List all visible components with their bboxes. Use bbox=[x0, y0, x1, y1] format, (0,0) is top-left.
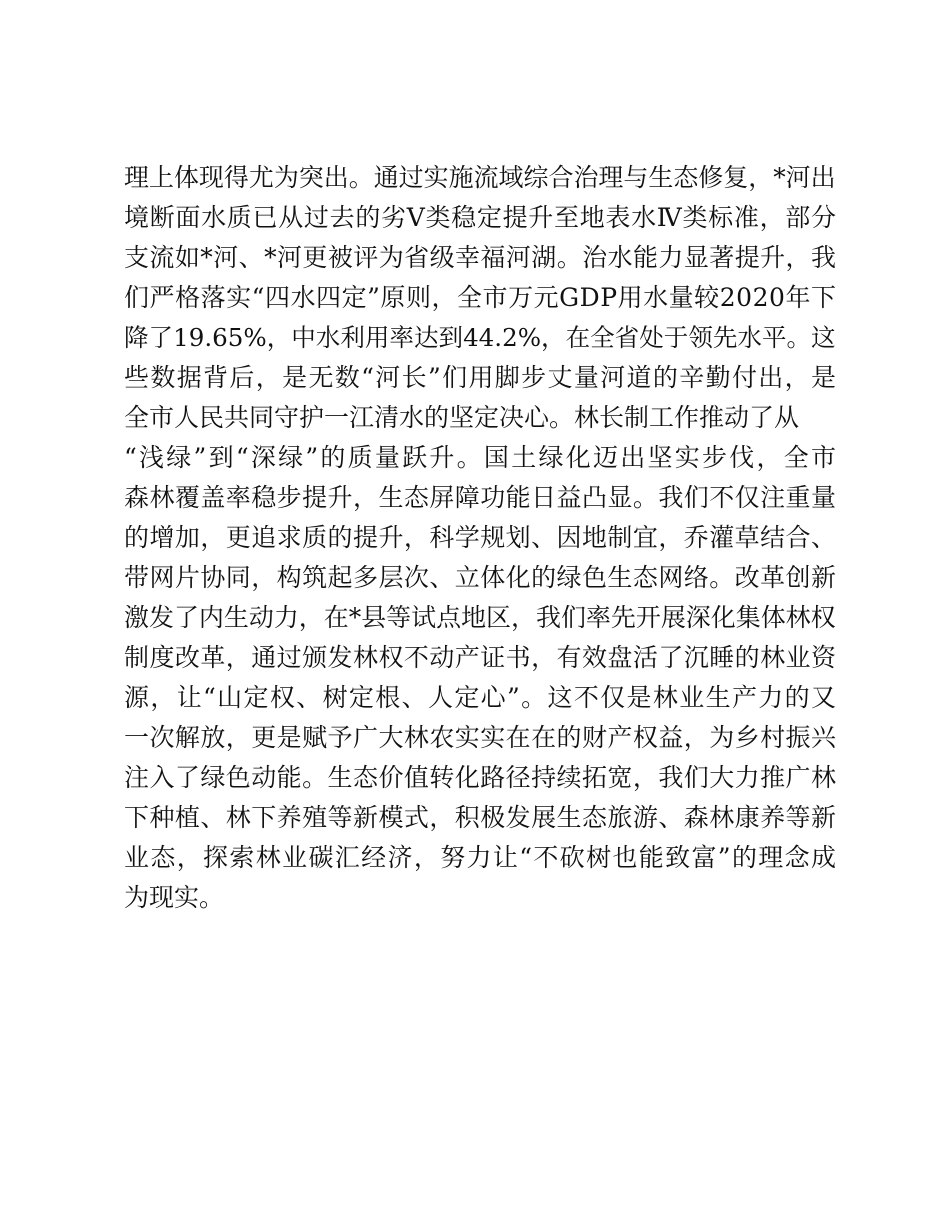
text-line: 全市人民共同守护一江清水的坚定决心。林长制工作推动了从 bbox=[124, 403, 800, 432]
text-line: 森林覆盖率稳步提升，生态屏障功能日益凸显。我们不仅注重量 bbox=[124, 483, 837, 512]
text-line: 些数据背后，是无数“河长”们用脚步丈量河道的辛勤付出，是 bbox=[124, 363, 838, 392]
body-paragraph bbox=[124, 158, 839, 918]
text-line: 激发了内生动力，在*县等试点地区，我们率先开展深化集体林权 bbox=[124, 603, 836, 632]
text-line: 制度改革，通过颁发林权不动产证书，有效盘活了沉睡的林业资 bbox=[124, 643, 837, 672]
text-line: 理上体现得尤为突出。通过实施流域综合治理与生态修复，*河出 bbox=[124, 163, 836, 192]
text-line: 业态，探索林业碳汇经济，努力让“不砍树也能致富”的理念成 bbox=[124, 843, 838, 872]
text-line: 为现实。 bbox=[124, 883, 225, 912]
text-line: 境断面水质已从过去的劣Ⅴ类稳定提升至地表水Ⅳ类标准，部分 bbox=[124, 203, 837, 232]
text-line: 下种植、林下养殖等新模式，积极发展生态旅游、森林康养等新 bbox=[124, 803, 837, 832]
text-line: “浅绿”到“深绿”的质量跃升。国土绿化迈出坚实步伐，全市 bbox=[124, 443, 839, 472]
text-line: 支流如*河、*河更被评为省级幸福河湖。治水能力显著提升，我 bbox=[124, 243, 837, 272]
text-line: 源，让“山定权、树定根、人定心”。这不仅是林业生产力的又 bbox=[124, 683, 838, 712]
text-line: 的增加，更追求质的提升，科学规划、因地制宜，乔灌草结合、 bbox=[124, 523, 837, 552]
text-line: 降了19.65%，中水利用率达到44.2%，在全省处于领先水平。这 bbox=[124, 323, 836, 352]
text-line: 注入了绿色动能。生态价值转化路径持续拓宽，我们大力推广林 bbox=[124, 763, 837, 792]
text-line: 们严格落实“四水四定”原则，全市万元GDP用水量较2020年下 bbox=[124, 283, 837, 312]
text-line: 带网片协同，构筑起多层次、立体化的绿色生态网络。改革创新 bbox=[124, 563, 837, 592]
text-line: 一次解放，更是赋予广大林农实实在在的财产权益，为乡村振兴 bbox=[124, 723, 837, 752]
